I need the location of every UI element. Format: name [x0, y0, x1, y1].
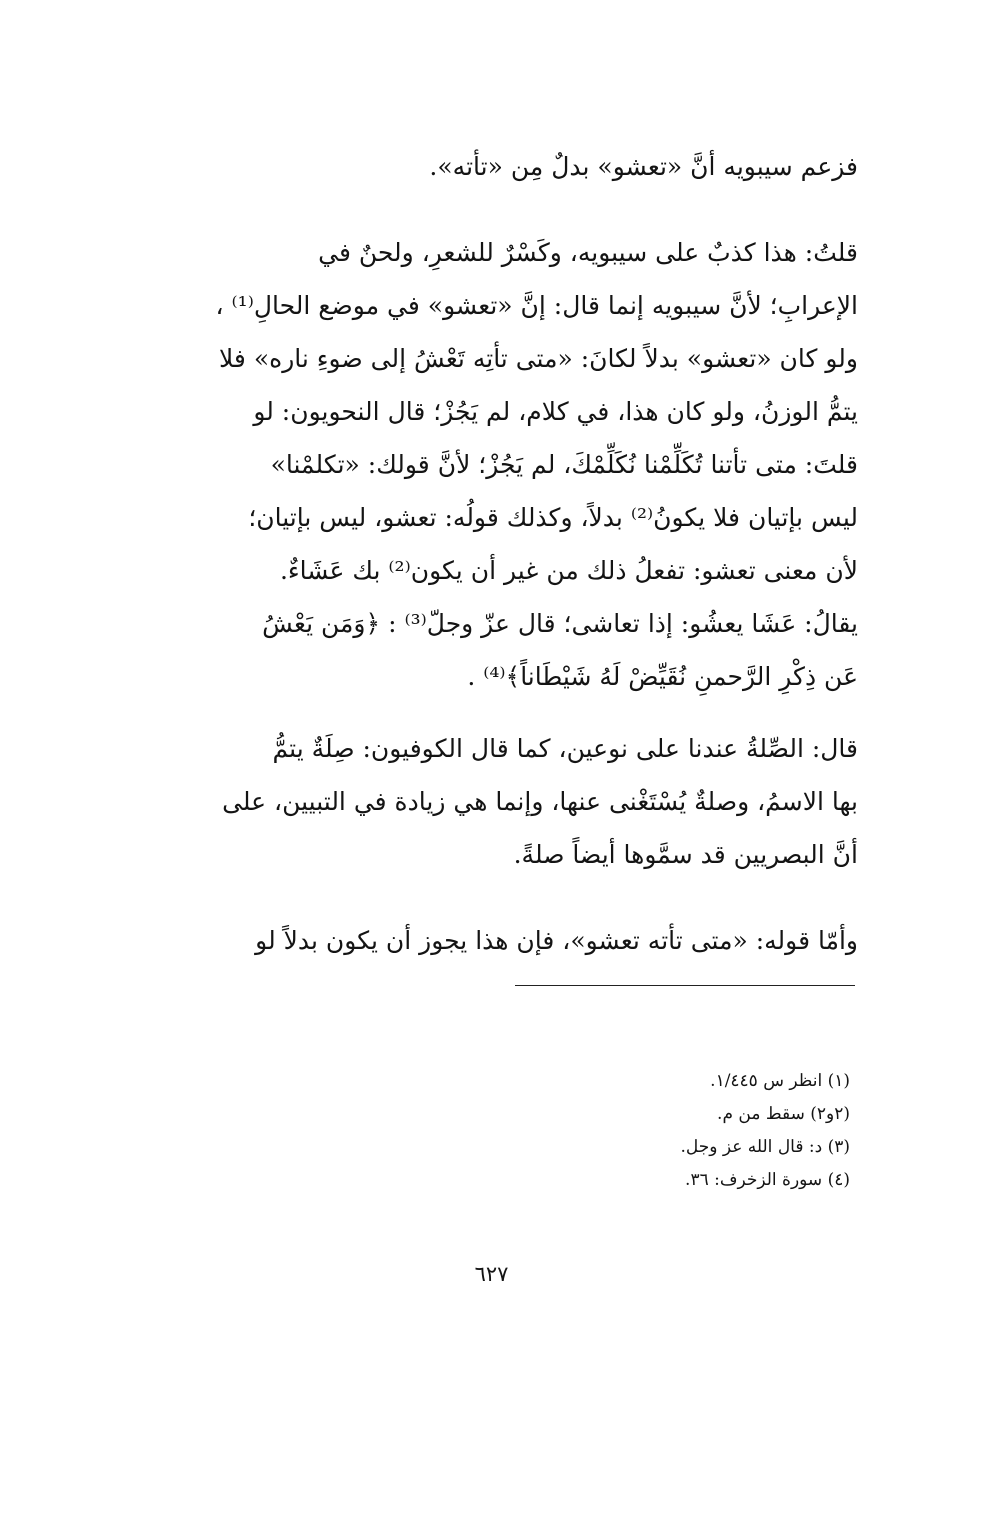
text-line: لأن معنى تعشو: تفعلُ ذلك من غير أن يكون⁽²⁾ بك عَشَاءٌ.: [279, 556, 858, 585]
text-line: يتمُّ الوزنُ، ولو كان هذا، في كلام، لم يَجُزْ؛ قال النحويون: لو: [253, 397, 858, 426]
paragraph-3: [113, 722, 858, 881]
text-line: فزعم سيبويه أنَّ «تعشو» بدلٌ مِن «تأته».: [429, 152, 858, 181]
footnotes: [330, 1065, 850, 1197]
text-line: بها الاسمُ، وصلةٌ يُسْتَغْنى عنها، وإنما هي زيادة في التبيين، على: [222, 787, 858, 816]
text-line: قلتُ: هذا كذبٌ على سيبويه، وكَسْرٌ للشعرِ، ولحنٌ في: [318, 238, 858, 267]
footnote-2: (٢و٢) سقط من م.: [717, 1104, 850, 1124]
text-line: ليس بإتيان فلا يكونُ⁽²⁾ بدلاً، وكذلك قولُه: تعشو، ليس بإتيان؛: [248, 503, 858, 532]
text-line: وأمّا قوله: «متى تأته تعشو»، فإن هذا يجوز أن يكون بدلاً لو: [255, 926, 858, 955]
text-line: قال: الصِّلةُ عندنا على نوعين، كما قال الكوفيون: صِلَةٌ يتمُّ: [272, 734, 858, 763]
paragraph-2: [113, 226, 858, 703]
footnote-1: (١) انظر س ١/٤٤٥.: [710, 1071, 850, 1091]
text-line: عَن ذِكْرِ الرَّحمنِ نُقَيِّضْ لَهُ شَيْطَاناً﴾⁽⁴⁾ .: [467, 662, 858, 691]
footnote-4: (٤) سورة الزخرف: ٣٦.: [685, 1170, 850, 1190]
text-line: ولو كان «تعشو» بدلاً لكانَ: «متى تأتِه تَعْشُ إلى ضوءِ ناره» فلا: [219, 344, 858, 373]
text-line: قلتَ: متى تأتنا تُكَلِّمْنا نُكَلِّمْكَ، لم يَجُزْ؛ لأنَّ قولك: «تكلمْنا»: [270, 450, 858, 479]
footnote-3: (٣) د: قال الله عز وجل.: [680, 1137, 850, 1157]
text-line: الإعرابِ؛ لأنَّ سيبويه إنما قال: إنَّ «تعشو» في موضع الحالِ⁽¹⁾ ،: [215, 291, 858, 320]
footnote-separator: [515, 985, 855, 986]
paragraph-4: [113, 914, 858, 967]
paragraph-1: [113, 140, 858, 193]
page-number: ٦٢٧: [474, 1262, 509, 1286]
text-line: أنَّ البصريين قد سمَّوها أيضاً صلةً.: [513, 840, 858, 869]
text-line: يقالُ: عَشَا يعشُو: إذا تعاشى؛ قال عزّ وجلّ⁽³⁾ : ﴿وَمَن يَعْشُ: [262, 609, 858, 638]
